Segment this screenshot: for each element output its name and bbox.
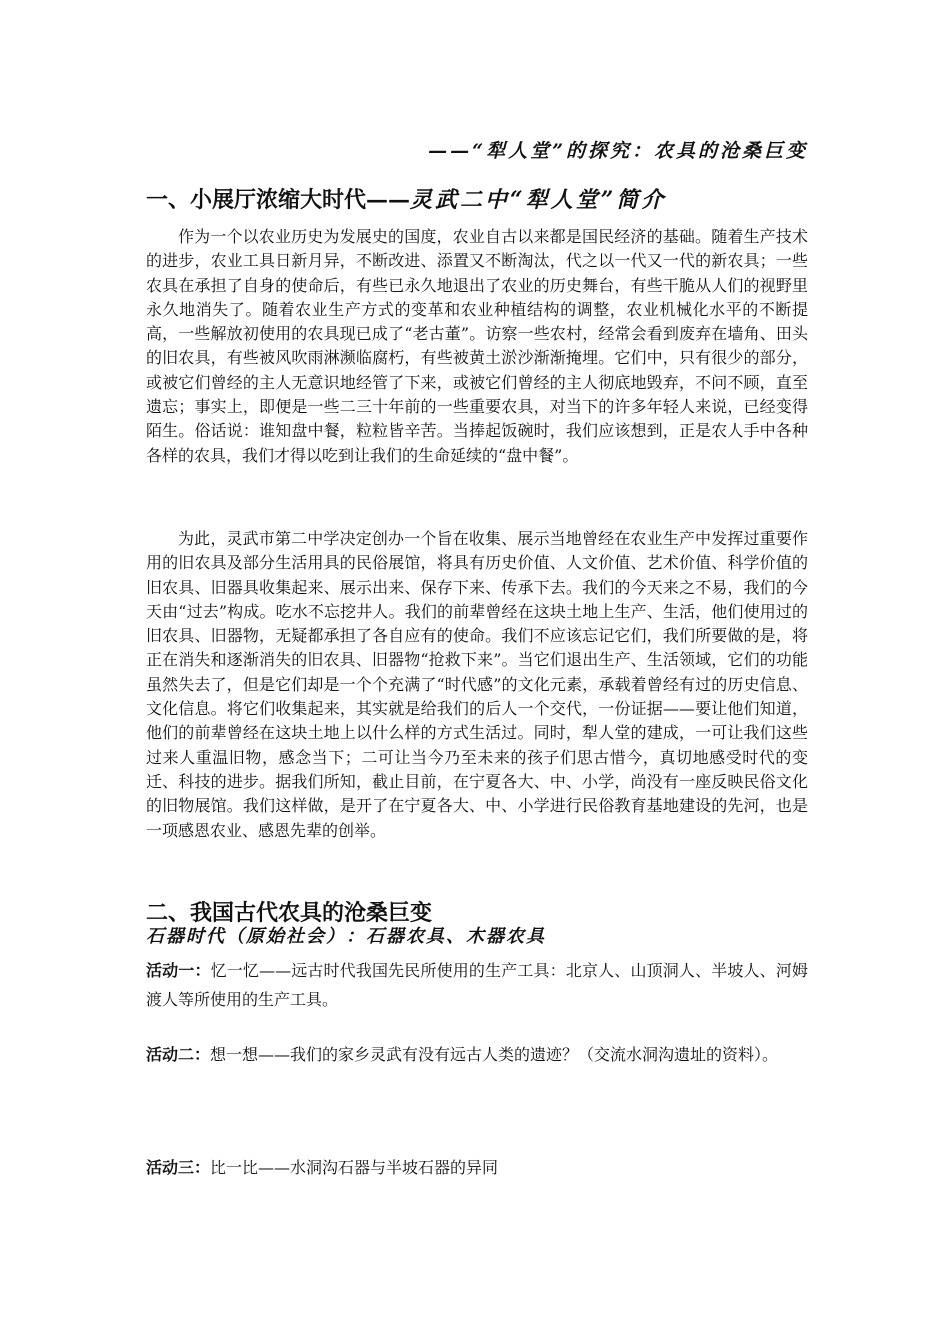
activity-label: 活动一： <box>146 961 211 980</box>
paragraph-text: 作为一个以农业历史为发展史的国度，农业自古以来都是国民经济的基础。随着生产技术的进步，农业工具日新月异，不断改进、添置又不断淘汰，代之以一代又一代的新农具；一些农具在承担了自身的使命后，有些已永久地退出了农业的历史舞台，有些干脆从人们的视野里永久地消失了。随着农业生产方式的变革和农业种植结构的调整，农业机械化水平的不断提高，一些解放初使用的农具现已成了“老古董”。访察一些农村，经常会看到废弃在墙角、田头的旧农具，有些被风吹雨淋濒临腐朽，有些被黄土淤沙渐渐掩埋。它们中，只有很少的部分，或被它们曾经的主人无意识地经管了下来，或被它们曾经的主人彻底地毁弃，不问不顾，直至遗忘；事实上，即便是一些二三十年前的一些重要农具，对当下的许多年轻人来说，已经变得陌生。俗话说：谁知盘中餐，粒粒皆辛苦。当捧起饭碗时，我们应该想到，正是农人手中各种各样的农具，我们才得以吃到让我们的生命延续的“盘中餐”。 <box>146 227 808 465</box>
activity-text: 比一比——水洞沟石器与半坡石器的异同 <box>210 1158 499 1177</box>
section-1-paragraph-1 <box>146 225 808 468</box>
activity-label: 活动三： <box>146 1158 211 1177</box>
document-subtitle: ——“犁人堂”的探究：农具的沧桑巨变 <box>428 140 808 162</box>
paragraph-text: 为此，灵武市第二中学决定创办一个旨在收集、展示当地曾经在农业生产中发挥过重要作用的旧农具及部分生活用具的民俗展馆，将具有历史价值、人文价值、艺术价值、科学价值的旧农具、旧器具收集起来、展示出来、保存下来、传承下去。我们的今天来之不易，我们的今天由“过去”构成。吃水不忘挖井人。我们的前辈曾经在这块土地上生产、生活，他们使用过的旧农具、旧器物，无疑都承担了各自应有的使命。我们不应该忘记它们，我们所要做的是，将正在消失和逐渐消失的旧农具、旧器物“抢救下来”。当它们退出生产、生活领域，它们的功能虽然失去了，但是它们却是一个个充满了“时代感”的文化元素，承载着曾经有过的历史信息、文化信息。将它们收集起来，其实就是给我们的后人一个交代，一份证据——要让他们知道，他们的前辈曾经在这块土地上以什么样的方式生活过。同时，犁人堂的建成，一可让我们这些过来人重温旧物，感念当下；二可让当今乃至未来的孩子们思古惜今，真切地感受时代的变迁、科技的进步。据我们所知，截止目前，在宁夏各大、中、小学，尚没有一座反映民俗文化的旧物展馆。我们这样做，是开了在宁夏各大、中、小学进行民俗教育基地建设的先河，也是一项感恩农业、感恩先辈的创举。 <box>146 529 808 840</box>
activity-text: 忆一忆——远古时代我国先民所使用的生产工具：北京人、山顶洞人、半坡人、河姆渡人等所使用的生产工具。 <box>146 961 808 1009</box>
section-1-heading-tail: 灵武二中“犁人堂”简介 <box>410 187 667 213</box>
section-2-heading: 二、我国古代农具的沧桑巨变 <box>146 900 433 926</box>
activity-2 <box>146 1040 808 1069</box>
section-1-paragraph-2 <box>146 527 808 843</box>
activity-1 <box>146 956 808 1014</box>
section-1-heading-main: 一、小展厅浓缩大时代—— <box>146 187 411 213</box>
activity-text: 想一想——我们的家乡灵武有没有远古人类的遗迹？（交流水洞沟遗址的资料）。 <box>210 1045 779 1064</box>
section-1-heading <box>146 183 666 214</box>
activity-3 <box>146 1153 808 1182</box>
activity-label: 活动二： <box>146 1045 211 1064</box>
stone-age-heading: 石器时代（原始社会）：石器农具、木器农具 <box>146 926 546 947</box>
